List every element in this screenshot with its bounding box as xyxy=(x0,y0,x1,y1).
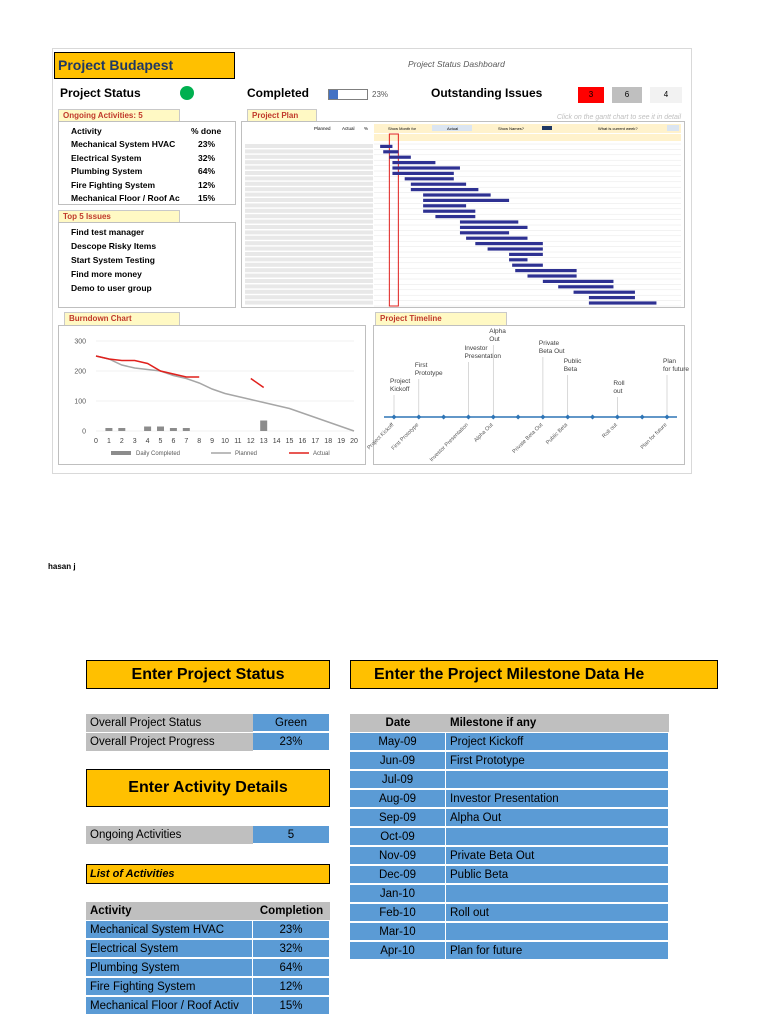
plan-table-row xyxy=(245,160,373,164)
milestone-label: Alpha xyxy=(489,328,506,335)
completed-percent: 23% xyxy=(372,90,389,99)
status-indicator xyxy=(180,86,194,100)
top-issues-panel xyxy=(58,222,236,308)
milestone-label: First xyxy=(414,362,428,369)
milestone-date-input[interactable]: Jan-10 xyxy=(350,885,446,903)
gantt-bar xyxy=(460,226,528,229)
plan-hint: Click on the gantt chart to see it in detail xyxy=(556,114,681,121)
milestone-title: Enter the Project Milestone Data He xyxy=(350,660,718,689)
legend-daily-label: Daily Completed xyxy=(136,451,181,457)
timeline-marker xyxy=(516,415,521,420)
activity-percent: 23% xyxy=(197,139,215,149)
plan-table-row xyxy=(245,225,373,229)
issue-item: Descope Risky Items xyxy=(71,241,157,251)
x-tick-label: 16 xyxy=(298,438,307,445)
milestone-axis-label: Investor Presentation xyxy=(428,422,470,464)
plan-table-row xyxy=(245,257,373,261)
x-tick-label: 11 xyxy=(234,438,242,445)
milestone-name-input[interactable]: Roll out xyxy=(446,904,669,922)
timeline-chart xyxy=(366,326,690,464)
timeline-marker xyxy=(392,415,397,420)
gantt-names-toggle[interactable] xyxy=(542,126,552,130)
project-status-label: Project Status xyxy=(60,86,141,100)
daily-completed-bar xyxy=(144,427,151,432)
activity-percent: 12% xyxy=(197,179,215,190)
enter-activity-title: Enter Activity Details xyxy=(86,769,330,807)
plan-table-row xyxy=(245,252,373,256)
plan-table-row xyxy=(245,171,373,175)
gantt-bar xyxy=(423,204,466,207)
milestone-label: Presentation xyxy=(464,353,501,360)
issue-count-low: 4 xyxy=(650,87,682,103)
milestone-date-input[interactable]: Feb-10 xyxy=(350,904,446,922)
timeline-marker xyxy=(441,415,446,420)
milestone-name-input[interactable] xyxy=(446,828,669,846)
plan-table-row xyxy=(245,230,373,234)
plan-table-row xyxy=(245,166,373,170)
daily-completed-bar xyxy=(157,427,164,432)
milestone-date-input[interactable]: Mar-10 xyxy=(350,923,446,941)
activity-name: Fire Fighting System xyxy=(71,179,156,190)
gantt-bar xyxy=(389,156,410,159)
x-tick-label: 7 xyxy=(184,438,189,445)
gantt-bar xyxy=(392,172,453,175)
overall-status-label: Overall Project Status xyxy=(86,714,253,732)
issue-item: Find test manager xyxy=(71,227,145,237)
milestone-label: Out xyxy=(489,336,500,343)
x-tick-label: 18 xyxy=(324,438,333,445)
activity-completion-input[interactable]: 23% xyxy=(253,921,330,939)
daily-completed-bar xyxy=(105,428,112,431)
plan-table-row xyxy=(245,268,373,272)
milestone-axis-label: Private Beta Out xyxy=(511,422,545,455)
milestone-label: Investor xyxy=(464,345,488,352)
plan-table-row xyxy=(245,214,373,218)
tab-project-plan: Project Plan xyxy=(247,109,317,122)
timeline-marker xyxy=(491,415,496,420)
y-tick-label: 300 xyxy=(74,338,86,346)
milestone-date-input[interactable]: Oct-09 xyxy=(350,828,446,846)
author-label: hasan j xyxy=(48,562,76,571)
gantt-week-box[interactable] xyxy=(667,125,679,131)
x-tick-label: 6 xyxy=(171,438,176,445)
burndown-panel xyxy=(58,325,366,465)
issue-count-high: 3 xyxy=(578,87,604,103)
activity-completion-input[interactable]: 12% xyxy=(253,978,330,996)
activity-name-input[interactable]: Electrical System xyxy=(86,940,253,958)
milestone-date-input[interactable]: Nov-09 xyxy=(350,847,446,865)
plan-table-row xyxy=(245,176,373,180)
milestone-label: Plan xyxy=(663,358,677,365)
activity-name: Mechanical System HVAC xyxy=(71,139,176,149)
milestone-label: out xyxy=(613,388,623,395)
milestone-name-input[interactable]: First Prototype xyxy=(446,752,669,770)
milestone-name-input[interactable]: Plan for future xyxy=(446,942,669,960)
gantt-bar xyxy=(411,188,479,191)
milestone-name-input[interactable]: Alpha Out xyxy=(446,809,669,827)
activity-col-header: Activity xyxy=(86,902,253,920)
gantt-bar xyxy=(423,193,491,196)
activity-percent: 32% xyxy=(197,152,215,163)
milestone-name-input[interactable] xyxy=(446,885,669,903)
gantt-current-week-label: What is current week? xyxy=(598,126,638,131)
plan-table-row xyxy=(245,187,373,191)
activity-name-input[interactable]: Mechanical Floor / Roof Activ xyxy=(86,997,253,1015)
x-tick-label: 1 xyxy=(106,438,111,445)
activity-header: Activity xyxy=(71,126,102,136)
gantt-bar xyxy=(574,291,635,294)
project-name: Project Budapest xyxy=(58,57,174,73)
gantt-bar xyxy=(488,247,543,250)
gantt-show-month-label: Show Month for xyxy=(388,126,417,131)
timeline-marker xyxy=(640,415,645,420)
x-tick-label: 4 xyxy=(145,438,150,445)
x-tick-label: 13 xyxy=(259,438,268,445)
milestone-name-input[interactable]: Public Beta xyxy=(446,866,669,884)
timeline-marker xyxy=(590,415,595,420)
x-tick-label: 5 xyxy=(158,438,163,445)
milestone-label: Kickoff xyxy=(390,386,410,393)
plan-table-row xyxy=(245,295,373,299)
gantt-bar xyxy=(411,183,466,186)
list-of-activities-title: List of Activities xyxy=(86,864,330,884)
milestone-name-input[interactable]: Private Beta Out xyxy=(446,847,669,865)
gantt-bar xyxy=(466,237,527,240)
plan-table-row xyxy=(245,290,373,294)
milestone-label: for future xyxy=(663,366,690,373)
daily-completed-bar xyxy=(170,428,177,431)
daily-completed-bar xyxy=(118,428,125,431)
plan-table-row xyxy=(245,220,373,224)
gantt-bar xyxy=(589,296,635,299)
plan-table-row xyxy=(245,182,373,186)
overall-progress-input[interactable]: 23% xyxy=(253,733,330,751)
gantt-bar xyxy=(515,269,576,272)
gantt-bar xyxy=(460,231,509,234)
gantt-bar xyxy=(512,264,543,267)
overall-progress-label: Overall Project Progress xyxy=(86,733,253,751)
milestone-label: Public xyxy=(563,358,582,365)
date-col-header: Date xyxy=(350,714,446,732)
x-tick-label: 2 xyxy=(119,438,124,445)
gantt-week-strip xyxy=(374,134,681,141)
plan-table-row xyxy=(245,198,373,202)
plan-table-row xyxy=(245,274,373,278)
gantt-bar xyxy=(383,150,398,153)
gantt-bar xyxy=(589,301,657,304)
done-header: % done xyxy=(191,126,222,136)
activity-name: Plumbing System xyxy=(71,166,143,176)
milestone-col-header: Milestone if any xyxy=(446,714,669,732)
milestone-name-input[interactable]: Investor Presentation xyxy=(446,790,669,808)
activity-name-input[interactable]: Fire Fighting System xyxy=(86,978,253,996)
dashboard-subtitle: Project Status Dashboard xyxy=(408,59,505,69)
timeline-marker xyxy=(665,415,670,420)
activity-percent: 64% xyxy=(197,166,215,176)
x-tick-label: 3 xyxy=(132,438,137,445)
tab-project-timeline: Project Timeline xyxy=(375,312,507,325)
completed-progress-fill xyxy=(329,90,338,99)
issue-item: Find more money xyxy=(71,269,142,279)
activity-name: Mechanical Floor / Roof Ac xyxy=(71,193,180,203)
plan-table-row xyxy=(245,247,373,251)
milestone-label: Private xyxy=(538,340,560,347)
ongoing-activities-input[interactable]: 5 xyxy=(253,826,330,844)
gantt-bar xyxy=(392,166,460,169)
legend-daily-swatch xyxy=(111,451,131,455)
project-name-box xyxy=(54,52,235,79)
x-tick-label: 8 xyxy=(197,438,202,445)
plan-table-row xyxy=(245,209,373,213)
plan-pct-header: % xyxy=(364,126,369,131)
plan-actual-header: Actual xyxy=(342,126,355,131)
milestone-label: Prototype xyxy=(414,370,443,377)
plan-table-row xyxy=(245,149,373,153)
burndown-chart xyxy=(59,326,365,464)
gantt-show-names-label: Show Names? xyxy=(498,126,525,131)
gantt-bar xyxy=(558,285,613,288)
plan-table-row xyxy=(245,284,373,288)
tab-ongoing-activities: Ongoing Activities: 5 xyxy=(58,109,180,122)
milestone-date-input[interactable]: Dec-09 xyxy=(350,866,446,884)
milestone-date-input[interactable]: Jun-09 xyxy=(350,752,446,770)
plan-table-row xyxy=(245,263,373,267)
daily-completed-bar xyxy=(183,428,190,431)
gantt-bar xyxy=(475,242,543,245)
tab-top-issues: Top 5 Issues xyxy=(58,210,180,223)
completion-col-header: Completion xyxy=(253,902,330,920)
gantt-bar xyxy=(405,177,454,180)
completed-label: Completed xyxy=(247,86,310,100)
milestone-date-input[interactable]: Apr-10 xyxy=(350,942,446,960)
legend-planned-label: Planned xyxy=(235,451,258,457)
activity-percent: 15% xyxy=(197,193,215,203)
gantt-bar xyxy=(423,210,475,213)
timeline-marker xyxy=(540,415,545,420)
daily-completed-bar xyxy=(260,421,267,432)
y-tick-label: 0 xyxy=(82,428,86,436)
x-tick-label: 14 xyxy=(272,438,281,445)
gantt-bar xyxy=(543,280,614,283)
y-tick-label: 100 xyxy=(74,398,86,406)
tab-burndown-chart: Burndown Chart xyxy=(64,312,180,325)
issue-item: Demo to user group xyxy=(71,283,152,293)
ongoing-activities-panel xyxy=(58,121,236,205)
activity-completion-input[interactable]: 64% xyxy=(253,959,330,977)
gantt-bar xyxy=(380,145,392,148)
x-tick-label: 10 xyxy=(221,438,229,445)
x-tick-label: 15 xyxy=(285,438,294,445)
gantt-bar xyxy=(392,161,435,164)
activity-name-input[interactable]: Mechanical System HVAC xyxy=(86,921,253,939)
x-tick-label: 19 xyxy=(337,438,345,445)
timeline-marker xyxy=(416,415,421,420)
actual-line-segment xyxy=(251,379,264,388)
gantt-bar xyxy=(435,215,475,218)
activity-completion-input[interactable]: 15% xyxy=(253,997,330,1015)
plan-table-row xyxy=(245,144,373,148)
plan-table-row xyxy=(245,241,373,245)
overall-status-input[interactable]: Green xyxy=(253,714,330,732)
plan-table-row xyxy=(245,155,373,159)
gantt-bar xyxy=(509,253,543,256)
milestone-name-input[interactable] xyxy=(446,923,669,941)
gantt-bar xyxy=(509,258,527,261)
outstanding-issues-label: Outstanding Issues xyxy=(431,86,543,100)
timeline-marker xyxy=(565,415,570,420)
milestone-name-input[interactable] xyxy=(446,771,669,789)
activity-completion-input[interactable]: 32% xyxy=(253,940,330,958)
issue-count-medium: 6 xyxy=(612,87,642,103)
gantt-chart[interactable] xyxy=(242,122,684,307)
ongoing-activities-label: Ongoing Activities xyxy=(86,826,253,844)
milestone-date-input[interactable]: Jul-09 xyxy=(350,771,446,789)
activity-name-input[interactable]: Plumbing System xyxy=(86,959,253,977)
enter-status-title: Enter Project Status xyxy=(86,660,330,689)
plan-table-row xyxy=(245,301,373,305)
planned-line xyxy=(96,356,354,431)
actual-line xyxy=(96,356,199,377)
gantt-bar xyxy=(423,199,509,202)
milestone-axis-label: Project Kickoff xyxy=(366,422,396,452)
y-tick-label: 200 xyxy=(74,368,86,376)
plan-table-row xyxy=(245,279,373,283)
milestone-label: Project xyxy=(390,378,411,385)
legend-actual-label: Actual xyxy=(313,451,330,457)
milestone-date-input[interactable]: Aug-09 xyxy=(350,790,446,808)
plan-planned-header: Planned xyxy=(314,126,331,131)
milestone-name-input[interactable]: Project Kickoff xyxy=(446,733,669,751)
milestone-axis-label: Plan for future xyxy=(639,422,669,451)
gantt-bar xyxy=(460,220,518,223)
plan-table-row xyxy=(245,193,373,197)
milestone-label: Roll xyxy=(613,380,625,387)
plan-table-row xyxy=(245,236,373,240)
activity-name: Electrical System xyxy=(71,152,142,163)
timeline-marker xyxy=(466,415,471,420)
x-tick-label: 12 xyxy=(246,438,255,445)
milestone-date-input[interactable]: May-09 xyxy=(350,733,446,751)
milestone-date-input[interactable]: Sep-09 xyxy=(350,809,446,827)
milestone-axis-label: Public Beta xyxy=(545,422,570,447)
milestone-axis-label: First Prototype xyxy=(390,422,421,452)
milestone-axis-label: Alpha Out xyxy=(473,422,495,444)
milestone-axis-label: Roll out xyxy=(601,422,619,440)
gantt-current-week-marker xyxy=(389,134,398,306)
x-tick-label: 9 xyxy=(210,438,215,445)
x-tick-label: 17 xyxy=(311,438,320,445)
milestone-label: Beta Out xyxy=(538,348,565,355)
plan-table-row xyxy=(245,203,373,207)
completed-progress-bar xyxy=(328,89,368,100)
issue-item: Start System Testing xyxy=(71,255,155,265)
x-tick-label: 0 xyxy=(94,438,98,445)
timeline-panel xyxy=(366,325,690,465)
gantt-bar xyxy=(528,274,577,277)
timeline-marker xyxy=(615,415,620,420)
milestone-label: Beta xyxy=(563,366,578,373)
x-tick-label: 20 xyxy=(350,438,358,445)
gantt-actual-label: Actual xyxy=(447,126,459,131)
